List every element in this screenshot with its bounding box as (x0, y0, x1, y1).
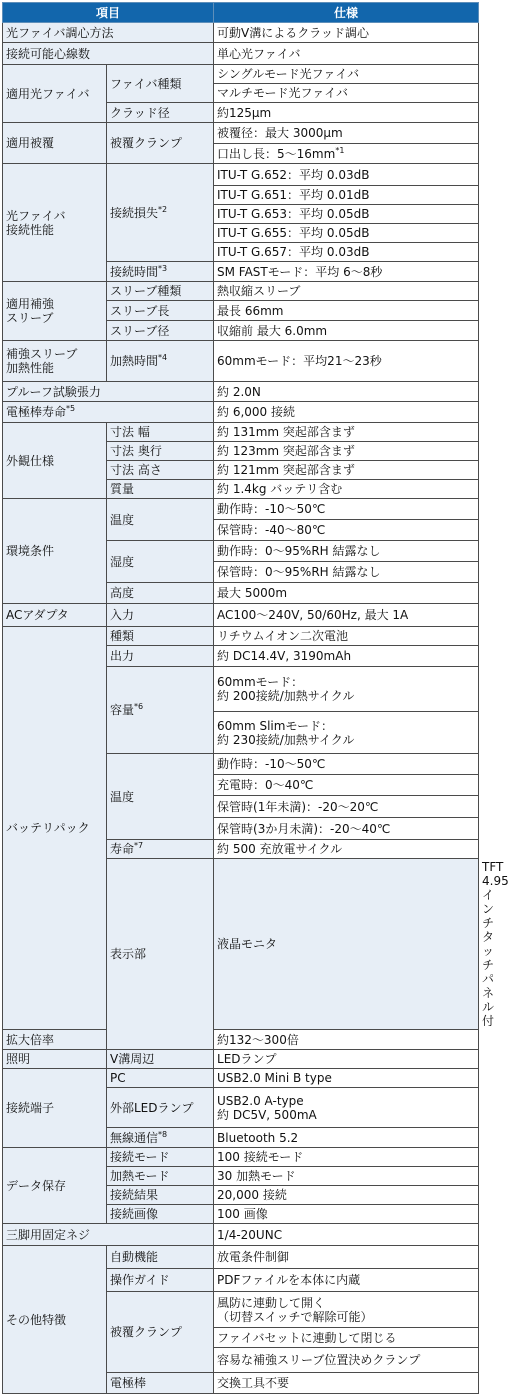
row-value: 60mm Slimモード： 約 230接続/加熱サイクル (214, 712, 479, 754)
row-value: 被覆径：最大 3000μm (214, 123, 479, 144)
footnote-mark: *4 (158, 353, 168, 362)
row-value: LEDランプ (214, 1050, 479, 1069)
sub-label: 接続結果 (107, 1186, 214, 1205)
group-label: 表示部 (107, 859, 214, 1050)
sub-label: 被覆クランプ (107, 123, 214, 164)
sub-label: 質量 (107, 480, 214, 499)
row-label: 光ファイバ調心方法 (3, 23, 214, 43)
footnote-mark: *3 (158, 263, 168, 273)
row-value: 約 121mm 突起部含まず (214, 461, 479, 480)
row-value: 約132～300倍 (214, 1030, 479, 1050)
row-value: USB2.0 Mini B type (214, 1069, 479, 1088)
row-value: 保管時(3か月未満)：-20～40℃ (214, 818, 479, 840)
sub-label: V溝周辺 (107, 1050, 214, 1069)
row-value: 30 加熱モード (214, 1167, 479, 1186)
row-value: シングルモード光ファイバ (214, 65, 479, 84)
row-label: 電極棒寿命$^{*5}$ (3, 402, 214, 423)
footnote-mark: *7 (134, 841, 144, 850)
sub-label: 温度 (107, 499, 214, 541)
row-value: 約125μm (214, 103, 479, 123)
row-value: マルチモード光ファイバ (214, 84, 479, 103)
row-value: 約 500 充放電サイクル (214, 840, 479, 859)
group-label: 適用被覆 (3, 123, 107, 164)
group-label: 外観仕様 (3, 423, 107, 499)
footnote-mark: *2 (158, 204, 168, 214)
row-value: 放電条件制御 (214, 1246, 479, 1269)
spec-table: 項目 仕様 光ファイバ調心方法 可動V溝によるクラッド調心 接続可能心線数 単心光ファイバ 適用光ファイバ ファイバ種類 シングルモード光ファイバ マルチモード光ファイバ クラッド径 約125μm 適用被覆 被覆クランプ 被覆径：最大 3000μm 口出し長：$5\sim 16mm^{*1}$ 光ファイバ 接続性能 接続損失$^{*2}$ ITU-T G.652：平均 0.03dB ITU-T G.651：平均 0.01dB ITU-T G.653：平均 0.05dB ITU-T G.655：平均 0.05dB ITU-T G.657：平均 0.03dB 接続時間$^{*3}$ SM FASTモード：平均 6～8秒 適用補強 スリーブ スリーブ種類 熱収縮スリーブ スリーブ長 最長 66mm スリーブ径 収縮前 最大 6.0mm 補強スリーブ 加熱性能 加熱時間$^{*4}$ 60mmモード：平均21～23秒 プルーフ試験張力 約 2.0N 電極棒寿命$^{*5}$ 約 6,000 接続 外観仕様 寸法 幅 約 131mm 突起部含まず 寸法 奥行 約 123mm 突起部含まず 寸法 高さ 約 121mm 突起部含まず 質量 約 1.4kg バッテリ含む 環境条件 温度 動作時：-10～50℃ 保管時：-40～80℃ 湿度 動作時：0～95%RH 結露なし 保管時：0～95%RH 結露なし 高度 最大 5000m ACアダプタ 入力 AC100～240V, 50/60Hz, 最大 1A バッテリパック 種類 リチウムイオン二次電池 出力 約 DC14.4V, 3190mAh 容量$^{*6}$ 60mmモード： 約 200接続/加熱サイクル 60mm Slimモード： 約 230接続/加熱サイクル 温度 動作時：-10～50℃ 充電時：0～40℃ 保管時(1年未満)：-20～20℃ 保管時(3か月未満)：-20～40℃ 寿命$^{*7}$ 約 500 充放電サイクル 表示部 液晶モニタ TFT 4.95インチ タッチパネル付 拡大倍率 約132～300倍 照明 V溝周辺 LEDランプ 接続端子 PC USB2.0 Mini B type 外部LEDランプ USB2.0 A-type 約 DC5V, 500mA 無線通信$^{*8}$ Bluetooth 5.2 データ保存 接続モード 100 接続モード 加熱モード 30 加熱モード 接続結果 20,000 接続 接続画像 100 画像 三脚用固定ネジ 1/4-20UNC その他特徴 自動機能 放電条件制御 操作ガイド PDFファイルを本体に内蔵 被覆クランプ 風防に連動して開く （切替スイッチで解除可能） ファイバセットに連動して閉じる 容易な補強スリーブ位置決めクランプ 電極棒 交換工具不要 (2, 2, 479, 1394)
sub-label: 寸法 奥行 (107, 442, 214, 461)
sub-label: ファイバ種類 (107, 65, 214, 103)
row-value: 60mmモード：平均21～23秒 (214, 341, 479, 382)
sub-label: 高度 (107, 583, 214, 604)
sub-label: 拡大倍率 (3, 1030, 107, 1050)
sub-label: 入力 (107, 604, 214, 627)
row-value: 動作時：-10～50℃ (214, 754, 479, 775)
sub-label: 外部LEDランプ (107, 1088, 214, 1128)
row-value: 約 2.0N (214, 382, 479, 402)
sub-label: スリーブ径 (107, 321, 214, 341)
row-value: ITU-T G.657：平均 0.03dB (214, 243, 479, 262)
row-value: 充電時：0～40℃ (214, 775, 479, 796)
row-value: 容易な補強スリーブ位置決めクランプ (214, 1348, 479, 1373)
sub-label: 種類 (107, 627, 214, 646)
row-value: 100 画像 (214, 1205, 479, 1224)
row-value: AC100～240V, 50/60Hz, 最大 1A (214, 604, 479, 627)
row-value: SM FASTモード：平均 6～8秒 (214, 262, 479, 282)
row-value: ファイバセットに連動して閉じる (214, 1328, 479, 1348)
row-value: 保管時(1年未満)：-20～20℃ (214, 796, 479, 818)
row-value: 単心光ファイバ (214, 43, 479, 65)
sub-label: 電極棒 (107, 1373, 214, 1394)
sub-label: 加熱時間$^{*4}$ (107, 341, 214, 382)
sub-label: PC (107, 1069, 214, 1088)
sub-label: 出力 (107, 646, 214, 667)
row-value: 60mmモード： 約 200接続/加熱サイクル (214, 667, 479, 712)
sub-label: 接続モード (107, 1148, 214, 1167)
row-value: 保管時：-40～80℃ (214, 520, 479, 541)
row-value: 最大 5000m (214, 583, 479, 604)
sub-label: 寸法 幅 (107, 423, 214, 442)
group-label: 適用補強 スリーブ (3, 282, 107, 341)
row-value: 動作時：0～95%RH 結露なし (214, 541, 479, 562)
row-value: 約 123mm 突起部含まず (214, 442, 479, 461)
row-value: 熱収縮スリーブ (214, 282, 479, 301)
sub-label: 寸法 高さ (107, 461, 214, 480)
group-label: 補強スリーブ 加熱性能 (3, 341, 107, 382)
row-value: 約 1.4kg バッテリ含む (214, 480, 479, 499)
sub-label: 無線通信$^{*8}$ (107, 1128, 214, 1148)
row-value: 1/4-20UNC (214, 1224, 479, 1246)
row-value: 最長 66mm (214, 301, 479, 321)
sub-label: 温度 (107, 754, 214, 840)
group-label: その他特徴 (3, 1246, 107, 1394)
group-label: 接続端子 (3, 1069, 107, 1148)
footnote-mark: *5 (66, 404, 76, 413)
row-value: USB2.0 A-type 約 DC5V, 500mA (214, 1088, 479, 1128)
row-value: ITU-T G.652：平均 0.03dB (214, 164, 479, 186)
row-value: 約 131mm 突起部含まず (214, 423, 479, 442)
sub-label: 液晶モニタ (214, 859, 479, 1030)
group-label: 光ファイバ 接続性能 (3, 164, 107, 282)
row-value: 保管時：0～95%RH 結露なし (214, 562, 479, 583)
sub-label: 被覆クランプ (107, 1292, 214, 1373)
group-label: ACアダプタ (3, 604, 107, 627)
row-value: ITU-T G.653：平均 0.05dB (214, 205, 479, 224)
footnote-mark: *6 (134, 702, 144, 711)
group-label: 照明 (3, 1050, 107, 1069)
row-value: リチウムイオン二次電池 (214, 627, 479, 646)
sub-label: 湿度 (107, 541, 214, 583)
row-value: 約 6,000 接続 (214, 402, 479, 423)
group-label: 環境条件 (3, 499, 107, 604)
sub-label: クラッド径 (107, 103, 214, 123)
row-label: 接続可能心線数 (3, 43, 214, 65)
row-label: 三脚用固定ネジ (3, 1224, 214, 1246)
sub-label: スリーブ長 (107, 301, 214, 321)
row-value: 20,000 接続 (214, 1186, 479, 1205)
row-value: 交換工具不要 (214, 1373, 479, 1394)
group-label: 適用光ファイバ (3, 65, 107, 123)
row-value: PDFファイルを本体に内蔵 (214, 1269, 479, 1292)
footnote-mark: *1 (335, 145, 345, 155)
row-value: 可動V溝によるクラッド調心 (214, 23, 479, 43)
sub-label: 寿命$^{*7}$ (107, 840, 214, 859)
row-value: Bluetooth 5.2 (214, 1128, 479, 1148)
group-label: バッテリパック (3, 627, 107, 1030)
row-value: 風防に連動して開く （切替スイッチで解除可能） (214, 1292, 479, 1328)
row-value: 約 DC14.4V, 3190mAh (214, 646, 479, 667)
header-spec: 仕様 (214, 3, 479, 23)
sub-label: 接続画像 (107, 1205, 214, 1224)
group-label: データ保存 (3, 1148, 107, 1224)
sub-label: 容量$^{*6}$ (107, 667, 214, 754)
sub-label: スリーブ種類 (107, 282, 214, 301)
row-value: 収縮前 最大 6.0mm (214, 321, 479, 341)
row-value: 動作時：-10～50℃ (214, 499, 479, 520)
row-label: プルーフ試験張力 (3, 382, 214, 402)
row-value: ITU-T G.651：平均 0.01dB (214, 186, 479, 205)
row-value: ITU-T G.655：平均 0.05dB (214, 224, 479, 243)
row-value: 口出し長：$5\sim 16mm^{*1}$ (214, 144, 479, 164)
row-value: 100 接続モード (214, 1148, 479, 1167)
sub-label: 操作ガイド (107, 1269, 214, 1292)
sub-label: 加熱モード (107, 1167, 214, 1186)
footnote-mark: *8 (158, 1129, 168, 1139)
sub-label: 接続時間$^{*3}$ (107, 262, 214, 282)
sub-label: 自動機能 (107, 1246, 214, 1269)
header-item: 項目 (3, 3, 214, 23)
sub-label: 接続損失$^{*2}$ (107, 164, 214, 262)
